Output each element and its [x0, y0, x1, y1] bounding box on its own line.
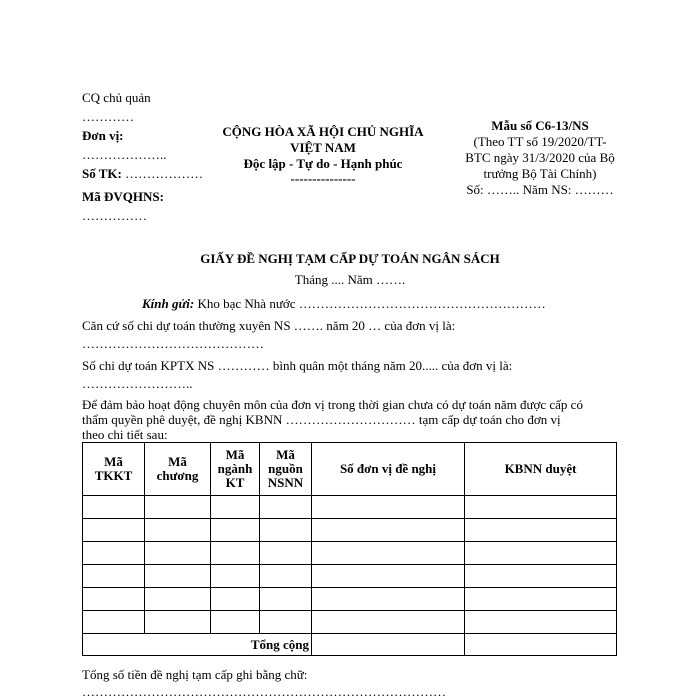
amount-in-words-dots: ………………………………………………………………………… [82, 684, 446, 699]
table-cell[interactable] [83, 588, 145, 611]
form-ref-line2: BTC ngày 31/3/2020 của Bộ [465, 150, 615, 165]
national-heading [208, 124, 438, 186]
table-row [83, 542, 617, 565]
form-number-year: Số: …….. Năm NS: ……… [466, 182, 614, 197]
table-cell[interactable] [312, 496, 465, 519]
table-cell[interactable] [83, 565, 145, 588]
table-cell[interactable] [145, 542, 211, 565]
table-cell[interactable] [211, 542, 260, 565]
table-cell[interactable] [145, 565, 211, 588]
table-row [83, 496, 617, 519]
agency-label: CQ chủ quản [82, 90, 151, 105]
month-year: Tháng .... Năm ……. [294, 272, 406, 287]
total-requested-cell[interactable] [312, 634, 465, 656]
form-ref-line1: (Theo TT số 19/2020/TT- [473, 134, 607, 149]
col-tkkt-line2: TKKT [94, 468, 133, 483]
col-tkkt-line1: Mã [104, 454, 123, 469]
code-dots: …………… [82, 208, 147, 223]
table-cell[interactable] [83, 496, 145, 519]
table-cell[interactable] [312, 542, 465, 565]
table-row [83, 588, 617, 611]
table-cell[interactable] [260, 611, 312, 634]
document-title: GIẤY ĐỀ NGHỊ TẠM CẤP DỰ TOÁN NGÂN SÁCH [200, 251, 500, 266]
table-cell[interactable] [83, 611, 145, 634]
table-cell[interactable] [145, 611, 211, 634]
table-cell[interactable] [465, 542, 617, 565]
table-row [83, 519, 617, 542]
amount-in-words-label: Tổng số tiền đề nghị tạm cấp ghi bằng chữ: [82, 667, 308, 682]
table-row [83, 565, 617, 588]
col-chuong-line2: chương [156, 468, 199, 483]
para3-line1: Để đảm bảo hoạt động chuyên môn của đơn vị trong thời gian chưa có dự toán năm được cấp có [82, 397, 583, 412]
table-cell[interactable] [465, 519, 617, 542]
table-cell[interactable] [83, 542, 145, 565]
col-nguon-header [260, 443, 312, 496]
agency-dots: ………… [82, 109, 134, 124]
total-row [83, 634, 617, 656]
para2-line2: …………………….. [82, 376, 193, 391]
table-row [83, 611, 617, 634]
table-cell[interactable] [260, 519, 312, 542]
table-cell[interactable] [312, 611, 465, 634]
col-nguon-line1: Mã [276, 447, 295, 462]
table-cell[interactable] [145, 496, 211, 519]
col-chuong-header [145, 443, 211, 496]
table-cell[interactable] [211, 519, 260, 542]
col-nganh-header [211, 443, 260, 496]
col-approved-header: KBNN duyệt [465, 443, 617, 496]
para3-line2: thẩm quyền phê duyệt, đề nghị KBNN ………………………… tạm cấp dự toán cho đơn vị [82, 412, 561, 427]
national-motto: Độc lập - Tự do - Hạnh phúc [243, 156, 403, 171]
col-nganh-line3: KT [225, 475, 245, 490]
col-requested-header: Số đơn vị đề nghị [312, 443, 465, 496]
table-cell[interactable] [260, 565, 312, 588]
col-nguon-line2: nguồn [268, 461, 303, 476]
table-cell[interactable] [211, 588, 260, 611]
table-cell[interactable] [465, 565, 617, 588]
col-nguon-line3: NSNN [267, 475, 304, 490]
table-cell[interactable] [312, 519, 465, 542]
col-tkkt-header [83, 443, 145, 496]
table-cell[interactable] [312, 565, 465, 588]
table-cell[interactable] [260, 496, 312, 519]
unit-label: Đơn vị: [82, 128, 124, 143]
addressee [142, 296, 546, 312]
allocation-table [82, 442, 617, 656]
table-cell[interactable] [260, 542, 312, 565]
account-label: Số TK: [82, 166, 122, 181]
col-chuong-line1: Mã [168, 454, 187, 469]
table-header-row [83, 443, 617, 496]
para1-line2: …………………………………… [82, 336, 264, 351]
unit-dots: ……………….. [82, 147, 167, 162]
table-cell[interactable] [145, 519, 211, 542]
col-nganh-line2: ngành [217, 461, 253, 476]
total-approved-cell[interactable] [465, 634, 617, 656]
account-dots: ……………… [125, 166, 204, 181]
col-nganh-line1: Mã [225, 447, 245, 462]
table-cell[interactable] [260, 588, 312, 611]
national-rule: --------------- [290, 171, 356, 186]
table-cell[interactable] [83, 519, 145, 542]
para1-line1: Căn cứ số chi dự toán thường xuyên NS ……. năm 20 … của đơn vị là: [82, 318, 456, 333]
addressee-text: Kho bạc Nhà nước ………………………………………………… [194, 296, 546, 311]
addressee-label: Kính gửi: [142, 296, 195, 311]
code-label: Mã ĐVQHNS: [82, 189, 164, 204]
form-number: Mẫu số C6-13/NS [491, 118, 589, 133]
form-ref-line3: trưởng Bộ Tài Chính) [483, 166, 597, 181]
para2-line1: Số chi dự toán KPTX NS ………… bình quân một tháng năm 20..... của đơn vị là: [82, 358, 513, 373]
total-label: Tổng cộng [83, 634, 312, 656]
national-line1: CỘNG HÒA XÃ HỘI CHỦ NGHĨA [222, 124, 424, 139]
account-line [82, 166, 203, 182]
table-cell[interactable] [465, 496, 617, 519]
para3-line3: theo chi tiết sau: [82, 427, 168, 442]
table-cell[interactable] [465, 611, 617, 634]
form-info [450, 118, 630, 198]
table-cell[interactable] [145, 588, 211, 611]
national-line2: VIỆT NAM [290, 140, 356, 155]
table-cell[interactable] [211, 565, 260, 588]
table-cell[interactable] [211, 496, 260, 519]
table-cell[interactable] [465, 588, 617, 611]
table-cell[interactable] [312, 588, 465, 611]
table-cell[interactable] [211, 611, 260, 634]
